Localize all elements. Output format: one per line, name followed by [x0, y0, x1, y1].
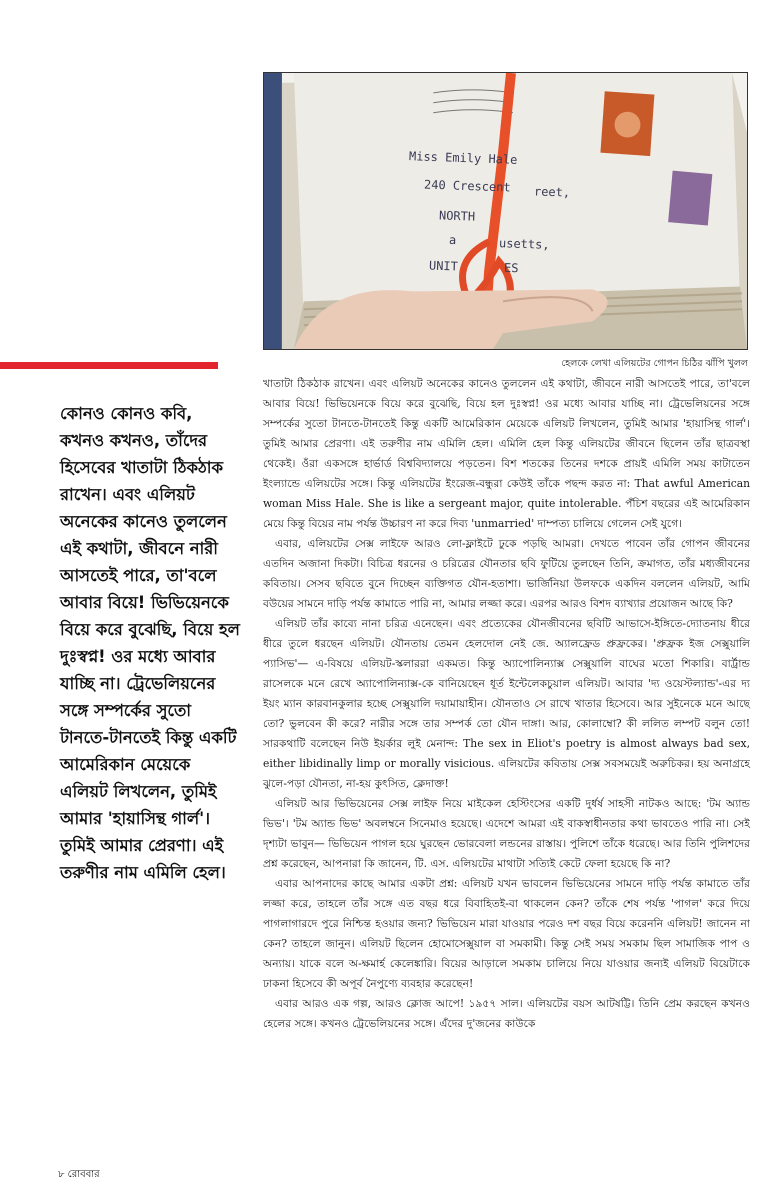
address-line-1: Miss Emily Hale: [408, 149, 518, 167]
pullquote-rule: [0, 362, 218, 369]
body-paragraph: এবার আরও এক গল্প, আরও ক্লোজ আপে! ১৯৫৭ সাল। এলিয়টের বয়স আটষট্টি। তিনি প্রেম করছেন কখনও হেলের সঙ্গে। কখনও ট্রেভেলিয়নের সঙ্গে। এঁদের দু'জনের কাউকে: [263, 997, 750, 1030]
body-paragraph: খাতাটা ঠিকঠাক রাখেন। এবং এলিয়ট অনেকের কানেও তুললেন এই কথাটা, জীবনে নারী আসতেই পারে, তা'বলে আবার বিয়ে! ভিভিয়েনকে বিয়ে করে বুঝেছি, বিয়ে হল দুঃস্বপ্ন! ওর মধ্যে আবার যাচ্ছি না। ট্রেভেলিয়নের সঙ্গে সম্পর্কের সুতো টানতে-টানতেই কিন্তু একটি আমেরিকান মেয়েকে এলিয়ট লিখলেন, তুমিই আমার 'হায়াসিন্থ গার্ল'। তুমিই আমার প্রেরণা। এই তরুণীর নাম এমিলি হেল। এমিলি হেল কিন্তু এলিয়টের জীবনে ছিলেন তাঁর ছাত্রবস্থা থেকেই। ওঁরা একসঙ্গে হার্ভার্ড বিশ্ববিদ্যালয়ে পড়তেন। বিশ শতকের তিনের দশকে প্রায়ই এমিলি সময় কাটাতেন ইংল্যান্ডে এলিয়টের সঙ্গে। কিন্তু এলিয়টের ইংরেজ-বন্ধুরা কেউই তাঁকে পছন্দ করত না: That awful American woman Miss Hale. She is like a sergeant major, quite intolerable. পঁচিশ বছরের এই আমেরিকান মেয়ে কিন্তু বিয়ের নাম পর্যন্ত উচ্চারণ না করে দিব্য 'unmarried' দাম্পত্য চালিয়ে গেলেন সেই যুগে।: [263, 377, 750, 530]
article-body: [263, 374, 750, 1034]
address-line-5: a: [448, 232, 457, 248]
letters-illustration: [264, 73, 747, 349]
pull-quote: কোনও কোনও কবি, কখনও কখনও, তাঁদের হিসেবের খাতাটা ঠিকঠাক রাখেন। এবং এলিয়ট অনেকের কানেও তুললেন এই কথাটা, জীবনে নারী আসতেই পারে, তা'বলে আবার বিয়ে! ভিভিয়েনকে বিয়ে করে বুঝেছি, বিয়ে হল দুঃস্বপ্ন! ওর মধ্যে আবার যাচ্ছি না। ট্রেভেলিয়নের সঙ্গে সম্পর্কের সুতো টানতে-টানতেই কিন্তু একটি আমেরিকান মেয়েকে এলিয়ট লিখলেন, তুমিই আমার 'হায়াসিন্থ গার্ল'। তুমিই আমার প্রেরণা। এই তরুণীর নাম এমিলি হেল।: [60, 404, 240, 882]
article-photo-letters: [263, 72, 748, 350]
body-paragraph: এলিয়ট আর ভিভিয়েনের সেক্স লাইফ নিয়ে মাইকেল হেস্টিংসের একটি দুর্ধর্ষ সাহসী নাটকও আছে: 'টম অ্যান্ড ভিভ'। 'টম অ্যান্ড ভিভ' অবলম্বনে সিনেমাও হয়েছে। এদেশে আমরা এই বাকস্বাধীনতার কথা ভাবতেও পারি না। সেই দৃশ্যটা ভাবুন— ভিভিয়েন পাগল হয়ে ঘুরছেন ভোরবেলা লন্ডনের রাস্তায়। পুলিশে তাঁকে ধরেছে। আর তিনি পুলিশদের প্রশ্ন করেছেন, আপনারা কি জানেন, টি. এস. এলিয়টের মাথাটা সত্যিই কেটে ফেলা হয়েছে কি না?: [263, 797, 750, 870]
address-line-6: usetts,: [498, 236, 550, 252]
page-footer: ৮ রোববার: [58, 1169, 100, 1180]
photo-caption: হেলকে লেখা এলিয়টের গোপন চিঠির ঝাঁপি খুলল: [561, 358, 748, 369]
address-line-2: 240 Crescent: [423, 177, 511, 195]
body-paragraph: এলিয়ট তাঁর কাব্যে নানা চরিত্র এনেছেন। এবং প্রত্যেকের যৌনজীবনের ছবিটি আভাসে-ইঙ্গিতে-দ্যোতনায় ধীরে ধীরে তুলে ধরছেন এলিয়ট। যৌনতায় তেমন হেলদোল নেই জে. অ্যালফ্রেড প্রুফ্রকের। 'প্রুফ্রক ইজ সেক্সুয়ালি প্যাসিভ'— এ-বিষয়ে এলিয়ট-স্কলাররা একমত। কিন্তু অ্যাপোলিন্যাক্স সেক্সুয়ালি বাঘের মতো শিকারি। বার্ট্রান্ড রাসেলকে মনে রেখে অ্যাপোলিন্যাক্স-কে বানিয়েছেন ধূর্ত ইন্টেলেকচুয়াল এলিয়ট। আবার 'দ্য ওয়েস্টল্যান্ড'-এর দ্য ইয়ং ম্যান কারবানকুলার হচ্ছে সেক্সুয়ালি দয়ামায়াহীন। যৌনতাও সে রাখে খাতার হিসেবে। আর সুইনেকে মনে আছে তো? ভুলবেন কী করে? নারীর সঙ্গে তার সম্পর্ক তো যৌন দাঙ্গা। আর, কোলাম্বো? কী ললিত লম্পট বলুন তো! সারকথাটি বলেছেন নিউ ইয়র্কার লুই মেনান্দ: The sex in Eliot's poetry is almost always bad sex, either libidinally limp or morally visicious. এলিয়টের কবিতায় সেক্স সবসময়েই অরুচিকর। হয় অনাগ্রহে ঝুলে-পড়া যৌনতা, না-হয় কুৎসিত, ক্লেদাক্ত!: [263, 617, 750, 790]
address-line-7: UNIT: [428, 258, 459, 274]
address-line-3: reet,: [533, 184, 571, 200]
address-line-8: ES: [503, 260, 519, 276]
body-paragraph: এবার আপনাদের কাছে আমার একটা প্রশ্ন: এলিয়ট যখন ভাবলেন ভিভিয়েনের সামনে দাড়ি পর্যন্ত কামাতে তাঁর লজ্জা করে, তাহলে তাঁর সঙ্গে এত বছর ধরে বিবাহিতই-বা থাকলেন কেন? তাঁকে শেষ পর্যন্ত 'পাগল' করে দিয়ে পাগলাগারদে পুরে নিশ্চিন্ত হওয়ার জন্য? ভিভিয়েন মারা যাওয়ার পরেও দশ বছর বিয়ে করেননি এলিয়ট! জানেন না কেন? তাহলে জানুন। এলিয়ট ছিলেন হোমোসেক্সুয়াল বা সমকামী। কিন্তু সেই সময় সমকাম ছিল সামাজিক পাপ ও অন্যায়। যাকে বলে অ-ক্ষমার্হ কেলেঙ্কারি। বিয়ের আড়ালে সমকাম চালিয়ে নিয়ে যাওয়ার জন্যই এলিয়ট বিয়েটাকে ঢাকনা হিসেবে কী অপূর্ব নৈপুণ্যে ব্যবহার করেছেন!: [263, 877, 750, 990]
body-paragraph: এবার, এলিয়টের সেক্স লাইফে আরও লো-ফ্লাইটে ঢুকে পড়ছি আমরা। দেখতে পাবেন তাঁর গোপন জীবনের এতদিন অজানা দিকটা। বিচিত্র ধরনের ও চরিত্রের যৌনতার ছবি ফুটিয়ে তুলছেন তিনি, ক্রমাগত, তাঁর মধ্যজীবনের কবিতায়। সেসব ছবিতে বুনে দিচ্ছেন ব্যক্তিগত যৌন-হতাশা। ভার্জিনিয়া উলফকে একদিন বললেন এলিয়ট, আমি বউয়ের সামনে দাড়ি পর্যন্ত কামাতে পারি না, আমার লজ্জা করে। এরপর আরও বিশদ ব্যাখ্যার প্রয়োজন আছে কি?: [263, 537, 750, 610]
address-line-4: NORTH: [438, 208, 476, 224]
